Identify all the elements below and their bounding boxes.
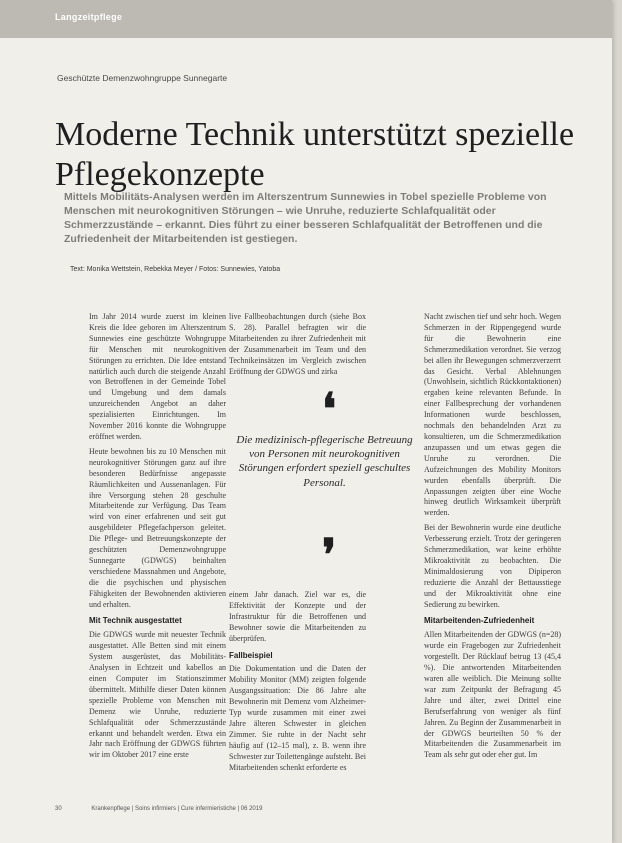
paragraph: Die Dokumentation und die Daten der Mobility Monitor (MM) zeigten folgende Ausgangssituation: Die 86 Jahre alte Bewohnerin mit Demenz vom Alzheimer-Typ wurde zusammen mit einer zwei Jahre älteren Schwester in gleichen Zimmer. Sie ruhte in der Nacht sehr häufig auf (12–15 mal), z. B. wenn ihre Schwester zur Toilettengänge aufsteht. Bei Mitarbeitenden schenkt erforderte es (229, 664, 366, 772)
article-lead: Mittels Mobilitäts-Analysen werden im Alterszentrum Sunnewies in Tobel spezielle Probleme von Menschen mit neurokognitiven Störungen – wie Unruhe, reduzierte Schlafqualität oder Schmerzzustände – erkannt. Dies führt zu einer besseren Schlafqualität der Betroffenen und die Zufriedenheit der Mitarbeitenden ist gestiegen. (64, 191, 547, 245)
paragraph: Bei der Bewohnerin wurde eine deutliche Verbesserung erzielt. Trotz der geringeren Schmerzmedikation, war keine erhöhte Mikroaktivität zu beobachten. Die Minimaldosierung von Dipiperon reduzierte die Anzahl der Bettausstiege und der Mikroaktivität ohne eine Sedierung zu bewirken. (424, 523, 561, 609)
page-number: 30 (55, 806, 62, 812)
footer-text: Krankenpflege | Soins infirmiers | Cure infermieristiche | 06 2019 (91, 806, 263, 812)
text-column-3 (424, 312, 561, 765)
article-byline: Text: Monika Wettstein, Rebekka Meyer / Fotos: Sunnewies, Yatoba (70, 266, 281, 273)
text-column-2 (229, 312, 366, 381)
quote-open-icon: ❛ (322, 385, 337, 434)
subheading: Mitarbeitenden-Zufriedenheit (424, 616, 535, 626)
text-column-2-lower (229, 590, 366, 778)
text-column-1 (89, 312, 226, 765)
article-kicker: Geschützte Demenzwohngruppe Sunnegarte (57, 73, 228, 83)
paragraph: einem Jahr danach. Ziel war es, die Effektivität der Konzepte und der Infrastruktur für die Betroffenen und Bewohner sowie die Mitarbeitenden zu überprüfen. (229, 590, 366, 643)
section-header-bar (0, 0, 612, 38)
subheading: Fallbeispiel (229, 650, 273, 660)
paragraph: Nacht zwischen tief und sehr hoch. Wegen Schmerzen in der Rippengegend wurde für die Bewohnerin eine Schmerzmedikation verordnet. Sie verzog bei allen ihr Bewegungen schmerzverzerrt das Gesicht. Verbal Ablehnungen (Unwohlsein, sichtlich Rückkontaktionen) ergaben keine relevanten Befunde. In einer Fallbesprechung der vorhandenen Informationen wurde beschlossen, nochmals den behandelnden Arzt zu konsultieren, um die Schmerzmedikation anzupassen und um etwas gegen die Unruhe zu verordnen. Die Aufzeichnungen des Mobility Monitors wurden ebenfalls überprüft. Die Anpassungen zeigten über eine Woche hinweg deutlich Wirksamkeit überprüft werden. (424, 312, 561, 518)
quote-close-icon: ❜ (322, 531, 337, 580)
paragraph: Heute bewohnen bis zu 10 Menschen mit neurokognitiver Störungen ganz auf ihre besonderen Bedürfnisse angepasste Räumlichkeiten und Aussenanlagen. Für ihre Versorgung stehen 28 geschulte Mitarbeitende zur Verfügung. Das Team wird von einer erfahrenen und seit gut ausgebildeter Pflegefachperson geleitet. Die Pflege- und Betreuungskonzepte der geschützten Demenzwohngruppe Sunnegarte (GDWGS) beinhalten verschiedene Massnahmen und Angebote, die die psychischen und physischen Fähigkeiten der Bewohnenden aktivieren und erhalten. (89, 446, 226, 609)
subheading: Mit Technik ausgestattet (89, 616, 182, 626)
pull-quote: Die medizinisch-pflegerische Betreuung von Personen mit neurokognitiven Störungen erfordert speziell geschultes Personal. (236, 434, 413, 489)
page-footer (55, 806, 262, 812)
paragraph: live Fallbeobachtungen durch (siehe Box S. 28). Parallel befragten wir die Mitarbeitenden zu ihrer Zufriedenheit mit der Zusammenarbeit im Team und den Technikeinsätzen im Vergleich zwischen Eröffnung der GDWGS und zirka (229, 312, 366, 376)
paragraph: Allen Mitarbeitenden der GDWGS (n=28) wurde ein Fragebogen zur Zufriedenheit vorgestellt. Der Rücklauf betrug 13 (45,4 %). Die antwortenden Mitarbeitenden waren alle weiblich. Die Meinung sollte war zum Zeitpunkt der Befragung 45 Jahre und älter, zwei Drittel eine Berufserfahrung von weniger als fünf Jahren. Zu Beginn der Zusammenarbeit in der GDWGS beurteilten 50 % der Mitarbeitenden die Zusammenarbeit im Team als sehr gut oder eher gut. Im (424, 630, 561, 760)
paragraph: Im Jahr 2014 wurde zuerst im kleinen Kreis die Idee geboren im Alterszentrum Sunnewies eine geschützte Wohngruppe für Menschen mit neurokognitiven Störungen zu errichten. Die Idee entstand natürlich auch durch die steigende Anzahl von Betroffenen in der Gemeinde Tobel und Umgebung und dem damals unzureichenden Angebot an daher spezialisierten Einrichtungen. Im November 2016 konnte die Wohngruppe eröffnet werden. (89, 312, 226, 441)
article-headline: Moderne Technik unterstützt spezielle Pflegekonzepte (55, 115, 575, 193)
section-label: Langzeitpflege (55, 12, 123, 22)
paragraph: Die GDWGS wurde mit neuester Technik ausgestattet. Alle Betten sind mit einem System ausgerüstet, das Mobilitäts-Analysen in Echtzeit und kabellos an einen Computer im Stationszimmer übermittelt. Mithilfe dieser Daten können spezielle Probleme von Menschen mit Demenz wie Unruhe, reduzierte Schlafqualität oder Schmerzzustände erkannt und behandelt werden. Etwa ein Jahr nach Eröffnung der GDWGS führten wir im Oktober 2017 eine erste (89, 630, 226, 760)
